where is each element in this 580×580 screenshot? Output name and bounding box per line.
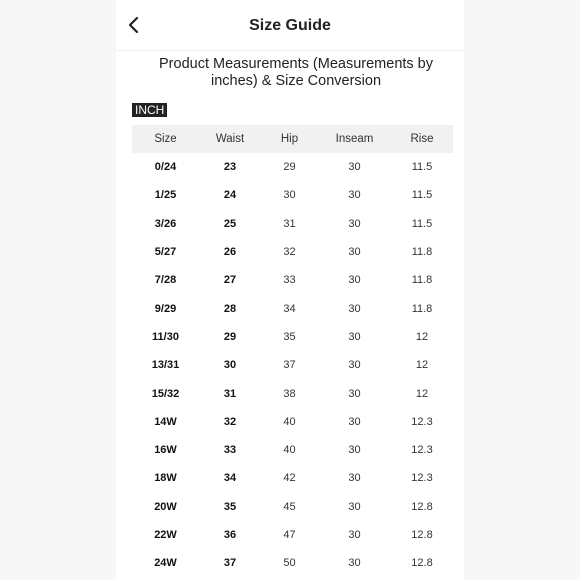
inseam-cell: 30: [348, 387, 361, 400]
subtitle-line-2: inches) & Size Conversion: [210, 73, 382, 89]
inseam-cell: 30: [348, 330, 361, 343]
waist-cell: 32: [223, 415, 237, 428]
column-header-rise: Rise: [410, 133, 434, 145]
table-row: [132, 379, 453, 407]
waist-cell: 31: [223, 387, 237, 400]
table-row: [132, 323, 453, 351]
inseam-cell: 30: [348, 246, 361, 259]
table-row: [132, 521, 453, 549]
size-cell: 7/28: [154, 274, 177, 287]
size-cell: 1/25: [154, 189, 177, 202]
waist-cell: 30: [223, 359, 237, 372]
table-row: [132, 464, 453, 492]
waist-cell: 26: [223, 246, 237, 259]
table-row: [132, 153, 453, 181]
hip-cell: 37: [283, 359, 296, 372]
rise-cell: 11.8: [411, 274, 433, 287]
size-cell: 11/30: [152, 330, 179, 343]
size-guide-screen: [116, 0, 464, 580]
waist-cell: 35: [223, 500, 237, 513]
table-row: [132, 294, 453, 322]
rise-cell: 12: [415, 359, 429, 372]
hip-cell: 29: [283, 161, 296, 174]
rise-cell: 11.5: [411, 161, 433, 174]
column-header-size: Size: [154, 133, 177, 145]
inseam-cell: 30: [348, 217, 361, 230]
size-cell: 9/29: [154, 302, 177, 315]
waist-cell: 37: [223, 557, 237, 570]
waist-cell: 25: [223, 217, 237, 230]
column-header-waist: Waist: [215, 133, 245, 145]
chevron-left-icon: [122, 13, 146, 37]
table-row: [132, 408, 453, 436]
unit-badge[interactable]: INCH: [132, 103, 167, 117]
size-cell: 18W: [154, 472, 177, 485]
hip-cell: 32: [283, 246, 296, 259]
hip-cell: 45: [283, 500, 296, 513]
rise-cell: 11.5: [411, 217, 433, 230]
hip-cell: 34: [283, 302, 296, 315]
inseam-cell: 30: [348, 189, 361, 202]
back-button[interactable]: [122, 13, 146, 37]
size-cell: 13/31: [151, 359, 180, 372]
size-table: [132, 125, 453, 577]
table-row: [132, 238, 453, 266]
rise-cell: 12.8: [411, 557, 433, 570]
waist-cell: 24: [223, 189, 237, 202]
size-cell: 16W: [154, 444, 177, 457]
size-cell: 24W: [154, 557, 177, 570]
inseam-cell: 30: [348, 529, 361, 541]
size-cell: 22W: [154, 529, 177, 541]
waist-cell: 27: [223, 274, 237, 287]
rise-cell: 11.8: [411, 246, 433, 259]
rise-cell: 12.3: [411, 472, 433, 485]
rise-cell: 12: [415, 387, 429, 400]
rise-cell: 11.5: [411, 189, 433, 202]
inseam-cell: 30: [348, 302, 361, 315]
size-cell: 3/26: [154, 217, 177, 230]
inseam-cell: 30: [348, 472, 361, 485]
size-cell: 15/32: [151, 387, 180, 400]
rise-cell: 11.8: [411, 302, 433, 315]
rise-cell: 12.3: [411, 444, 433, 457]
rise-cell: 12.8: [411, 500, 433, 513]
inseam-cell: 30: [348, 444, 361, 457]
top-bar: [116, 0, 464, 51]
table-row: [132, 549, 453, 577]
inseam-cell: 30: [348, 557, 361, 570]
hip-cell: 31: [283, 217, 296, 230]
hip-cell: 47: [283, 529, 296, 541]
waist-cell: 23: [223, 161, 237, 174]
rise-cell: 12.3: [411, 415, 433, 428]
table-row: [132, 493, 453, 521]
waist-cell: 34: [223, 472, 237, 485]
page-title: Size Guide: [249, 17, 331, 34]
size-cell: 20W: [154, 500, 177, 513]
table-row: [132, 210, 453, 238]
table-row: [132, 266, 453, 294]
table-row: [132, 436, 453, 464]
rise-cell: 12.8: [411, 529, 433, 541]
hip-cell: 50: [283, 557, 296, 570]
waist-cell: 36: [223, 529, 237, 541]
rise-cell: 12: [415, 330, 429, 343]
table-header: [132, 125, 453, 153]
hip-cell: 35: [283, 330, 296, 343]
hip-cell: 30: [283, 189, 296, 202]
hip-cell: 38: [283, 387, 296, 400]
hip-cell: 40: [283, 415, 296, 428]
inseam-cell: 30: [348, 415, 361, 428]
size-cell: 14W: [154, 415, 177, 428]
waist-cell: 33: [223, 444, 237, 457]
hip-cell: 42: [283, 472, 296, 485]
size-cell: 5/27: [154, 246, 177, 259]
hip-cell: 33: [283, 274, 296, 287]
column-header-hip: Hip: [280, 133, 299, 145]
table-body: [132, 153, 453, 577]
inseam-cell: 30: [348, 500, 361, 513]
inseam-cell: 30: [348, 274, 361, 287]
table-row: [132, 351, 453, 379]
inseam-cell: 30: [348, 161, 361, 174]
hip-cell: 40: [283, 444, 296, 457]
waist-cell: 28: [223, 302, 237, 315]
waist-cell: 29: [223, 330, 237, 343]
size-cell: 0/24: [154, 161, 177, 174]
measurements-subtitle: [156, 56, 436, 90]
column-header-inseam: Inseam: [335, 133, 374, 145]
table-row: [132, 181, 453, 209]
inseam-cell: 30: [348, 359, 361, 372]
subtitle-line-1: Product Measurements (Measurements by: [159, 56, 433, 72]
